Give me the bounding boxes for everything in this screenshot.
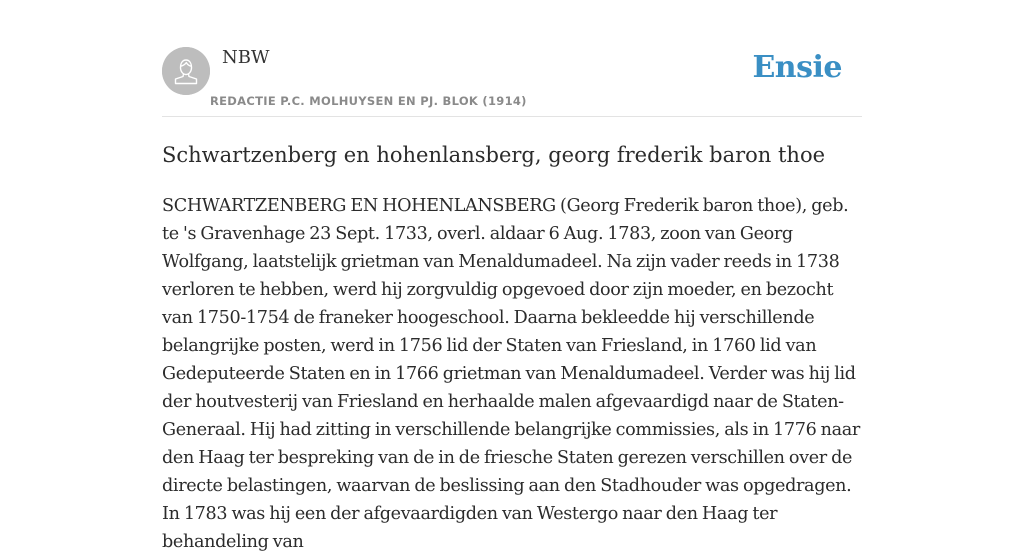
author-avatar[interactable] bbox=[162, 47, 210, 95]
author-name[interactable]: NBW bbox=[222, 47, 270, 68]
author-subtitle: REDACTIE P.C. MOLHUYSEN EN PJ. BLOK (1914) bbox=[210, 94, 527, 108]
article-body: SCHWARTZENBERG EN HOHENLANSBERG (Georg Frederik baron thoe), geb. te 's Gravenhage 23 Sept. 1733, overl. aldaar 6 Aug. 1783, zoon van Georg Wolfgang, laatstelijk grietman van Menaldumadeel. Na zijn vader reeds in 1738 verloren te hebben, werd hij zorgvuldig opgevoed door zijn moeder, en bezocht van 1750-1754 de franeker hoogeschool. Daarna bekleedde hij verschillende belangrijke posten, werd in 1756 lid der Staten van Friesland, in 1760 lid van Gedeputeerde Staten en in 1766 grietman van Menaldumadeel. Verder was hij lid der houtvesterij van Friesland en herhaalde malen afgevaardigd naar de Staten-Generaal. Hij had zitting in verschillende belangrijke commissies, als in 1776 naar den Haag ter bespreking van de in de friesche Staten gerezen verschillen over de directe belastingen, waarvan de beslissing aan den Stadhouder was opgedragen. In 1783 was hij een der afgevaardigden van Westergo naar den Haag ter behandeling van bbox=[162, 196, 860, 552]
brand-logo[interactable]: Ensie bbox=[752, 50, 842, 85]
article-header bbox=[162, 46, 862, 117]
user-icon bbox=[162, 47, 210, 95]
article-title: Schwartzenberg en hohenlansberg, georg frederik baron thoe bbox=[162, 143, 826, 167]
